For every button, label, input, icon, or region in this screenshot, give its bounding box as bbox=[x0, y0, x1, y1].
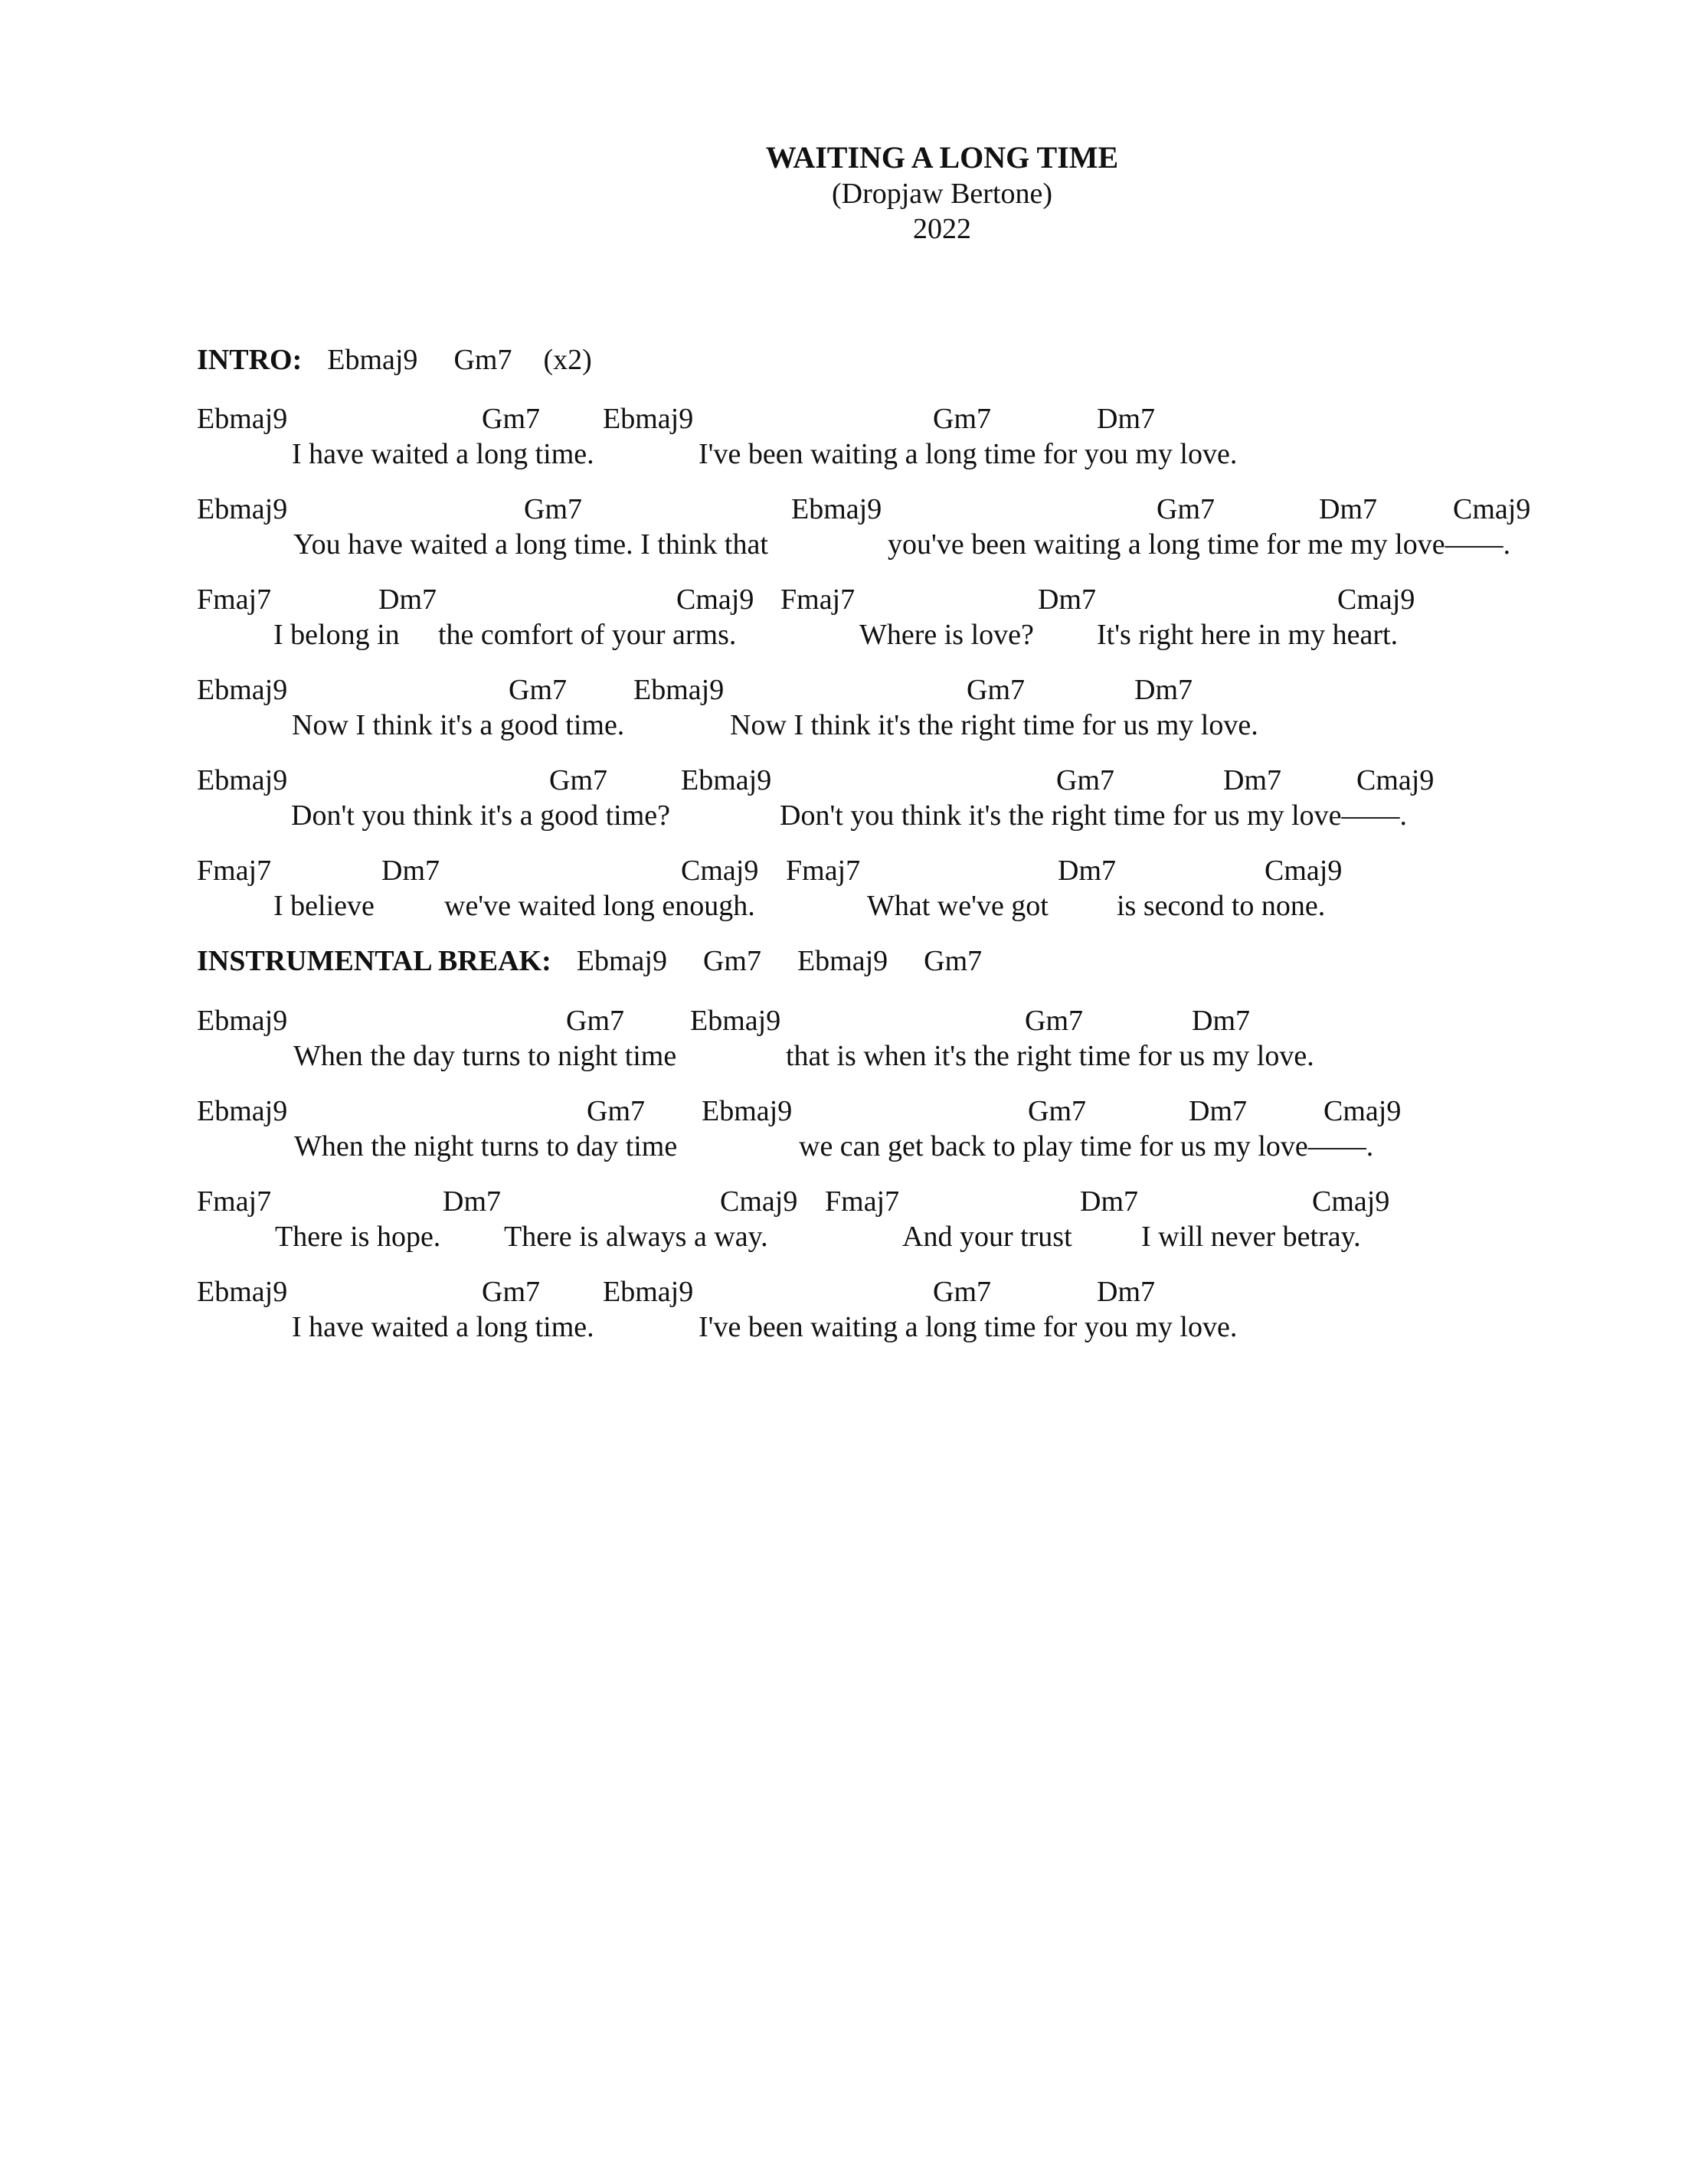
lyric-line bbox=[0, 1129, 1685, 1166]
break-chord: Ebmaj9 bbox=[576, 945, 667, 977]
verse-block-6 bbox=[0, 853, 1685, 937]
lyric: Now I think it's a good time. bbox=[292, 709, 625, 741]
chord: Gm7 bbox=[482, 403, 540, 435]
instrumental-break-line bbox=[197, 944, 982, 978]
verse-block-7 bbox=[0, 1003, 1685, 1087]
chord: Ebmaj9 bbox=[791, 493, 882, 525]
chord: Fmaj7 bbox=[780, 584, 856, 616]
verse-block-4 bbox=[0, 672, 1685, 757]
song-year: 2022 bbox=[913, 213, 971, 245]
verse-block-8 bbox=[0, 1094, 1685, 1178]
lyric: I belong in bbox=[273, 619, 400, 651]
lyric: I've been waiting a long time for you my love. bbox=[699, 438, 1238, 470]
break-chord: Gm7 bbox=[702, 945, 761, 977]
chord: Gm7 bbox=[967, 674, 1025, 706]
chord: Ebmaj9 bbox=[197, 493, 288, 525]
chord: Ebmaj9 bbox=[690, 1005, 781, 1037]
chord-line bbox=[0, 763, 1685, 799]
lyric-line bbox=[0, 617, 1685, 654]
chord: Ebmaj9 bbox=[197, 1095, 288, 1127]
lyric: What we've got bbox=[867, 890, 1049, 922]
lyric: Where is love? bbox=[859, 619, 1034, 651]
chord-line bbox=[0, 492, 1685, 528]
chord: Gm7 bbox=[1056, 764, 1114, 796]
verse-block-9 bbox=[0, 1184, 1685, 1268]
chord-line bbox=[0, 401, 1685, 438]
chord-line bbox=[0, 1003, 1685, 1040]
lyric: I believe bbox=[273, 890, 375, 922]
lyric: I will never betray. bbox=[1141, 1221, 1361, 1253]
intro-line bbox=[197, 343, 592, 377]
chord: Gm7 bbox=[482, 1276, 540, 1308]
chord: Dm7 bbox=[1097, 403, 1155, 435]
chord: Dm7 bbox=[378, 584, 437, 616]
chord: Ebmaj9 bbox=[197, 1005, 288, 1037]
chord: Ebmaj9 bbox=[702, 1095, 793, 1127]
chord: Ebmaj9 bbox=[197, 674, 288, 706]
chord: Gm7 bbox=[933, 1276, 991, 1308]
lyric: And your trust bbox=[902, 1221, 1072, 1253]
chord: Ebmaj9 bbox=[197, 403, 288, 435]
lyric: I have waited a long time. bbox=[292, 438, 594, 470]
chord: Dm7 bbox=[1319, 493, 1377, 525]
lyric: we've waited long enough. bbox=[444, 890, 755, 922]
chord: Dm7 bbox=[1038, 584, 1096, 616]
lyric: There is hope. bbox=[275, 1221, 441, 1253]
lyric-line bbox=[0, 527, 1685, 564]
lyric: You have waited a long time. I think that bbox=[293, 528, 768, 561]
break-chord: Ebmaj9 bbox=[797, 945, 888, 977]
chord: Dm7 bbox=[1097, 1276, 1155, 1308]
chord: Dm7 bbox=[443, 1185, 501, 1218]
chord-line bbox=[0, 1274, 1685, 1311]
chord-line bbox=[0, 582, 1685, 619]
chord: Dm7 bbox=[381, 855, 440, 887]
chord: Cmaj9 bbox=[1453, 493, 1531, 525]
chord: Dm7 bbox=[1080, 1185, 1138, 1218]
chord: Dm7 bbox=[1189, 1095, 1247, 1127]
lyric: It's right here in my heart. bbox=[1097, 619, 1399, 651]
verse-block-5 bbox=[0, 763, 1685, 847]
chord: Cmaj9 bbox=[681, 855, 759, 887]
chord: Ebmaj9 bbox=[603, 403, 694, 435]
lyric-line bbox=[0, 1038, 1685, 1075]
lyric: is second to none. bbox=[1117, 890, 1326, 922]
song-header bbox=[100, 139, 1685, 247]
intro-chord: Gm7 bbox=[453, 344, 512, 376]
chord: Gm7 bbox=[549, 764, 607, 796]
lyric-line bbox=[0, 888, 1685, 925]
verse-block-1 bbox=[0, 401, 1685, 486]
chord: Dm7 bbox=[1058, 855, 1116, 887]
chord-line bbox=[0, 853, 1685, 890]
chord: Gm7 bbox=[566, 1005, 624, 1037]
chord: Fmaj7 bbox=[825, 1185, 900, 1218]
chord: Gm7 bbox=[933, 403, 991, 435]
chord: Gm7 bbox=[1157, 493, 1215, 525]
lyric-line bbox=[0, 798, 1685, 835]
lyric: I've been waiting a long time for you my love. bbox=[699, 1311, 1238, 1343]
chord: Dm7 bbox=[1134, 674, 1193, 706]
lyric-line bbox=[0, 1309, 1685, 1346]
chord: Cmaj9 bbox=[1356, 764, 1435, 796]
lyric: that is when it's the right time for us my love. bbox=[786, 1040, 1314, 1072]
lyric: I have waited a long time. bbox=[292, 1311, 594, 1343]
chord: Cmaj9 bbox=[1337, 584, 1415, 616]
song-title: WAITING A LONG TIME bbox=[765, 140, 1119, 175]
lyric-line bbox=[0, 708, 1685, 744]
break-chord: Gm7 bbox=[924, 945, 983, 977]
lyric: the comfort of your arms. bbox=[438, 619, 737, 651]
chord: Gm7 bbox=[524, 493, 582, 525]
chord: Dm7 bbox=[1223, 764, 1281, 796]
lyric: Now I think it's the right time for us my love. bbox=[730, 709, 1258, 741]
lyric: Don't you think it's the right time for us my love——. bbox=[780, 799, 1408, 832]
intro-label: INTRO: bbox=[197, 344, 303, 376]
chord: Ebmaj9 bbox=[197, 764, 288, 796]
lyric: we can get back to play time for us my love——. bbox=[799, 1130, 1374, 1162]
chord-line bbox=[0, 1094, 1685, 1130]
chord: Cmaj9 bbox=[676, 584, 754, 616]
chord: Gm7 bbox=[1028, 1095, 1086, 1127]
break-label: INSTRUMENTAL BREAK: bbox=[197, 945, 551, 977]
song-author: (Dropjaw Bertone) bbox=[831, 178, 1053, 210]
verse-block-2 bbox=[0, 492, 1685, 576]
chord: Cmaj9 bbox=[1323, 1095, 1402, 1127]
lyric: When the night turns to day time bbox=[294, 1130, 678, 1162]
chord-line bbox=[0, 672, 1685, 709]
lyric: you've been waiting a long time for me my love——. bbox=[888, 528, 1511, 561]
intro-chord: Ebmaj9 bbox=[327, 344, 418, 376]
chord: Dm7 bbox=[1192, 1005, 1250, 1037]
chord: Ebmaj9 bbox=[633, 674, 725, 706]
chord: Fmaj7 bbox=[197, 855, 272, 887]
chord: Gm7 bbox=[509, 674, 567, 706]
lyric: Don't you think it's a good time? bbox=[291, 799, 670, 832]
lyric-line bbox=[0, 1219, 1685, 1256]
chord: Cmaj9 bbox=[1312, 1185, 1390, 1218]
chord: Gm7 bbox=[1025, 1005, 1083, 1037]
verse-block-10 bbox=[0, 1274, 1685, 1358]
chord: Gm7 bbox=[587, 1095, 645, 1127]
chord: Fmaj7 bbox=[197, 1185, 272, 1218]
chord: Ebmaj9 bbox=[197, 1276, 288, 1308]
chord-line bbox=[0, 1184, 1685, 1221]
intro-repeat: (x2) bbox=[543, 344, 592, 376]
chord: Fmaj7 bbox=[786, 855, 861, 887]
chord: Fmaj7 bbox=[197, 584, 272, 616]
chord: Ebmaj9 bbox=[681, 764, 772, 796]
lyric: There is always a way. bbox=[504, 1221, 768, 1253]
chord: Cmaj9 bbox=[1265, 855, 1343, 887]
lyric-line bbox=[0, 436, 1685, 473]
chord: Ebmaj9 bbox=[603, 1276, 694, 1308]
verse-block-3 bbox=[0, 582, 1685, 666]
lyric: When the day turns to night time bbox=[293, 1040, 677, 1072]
chord: Cmaj9 bbox=[720, 1185, 798, 1218]
